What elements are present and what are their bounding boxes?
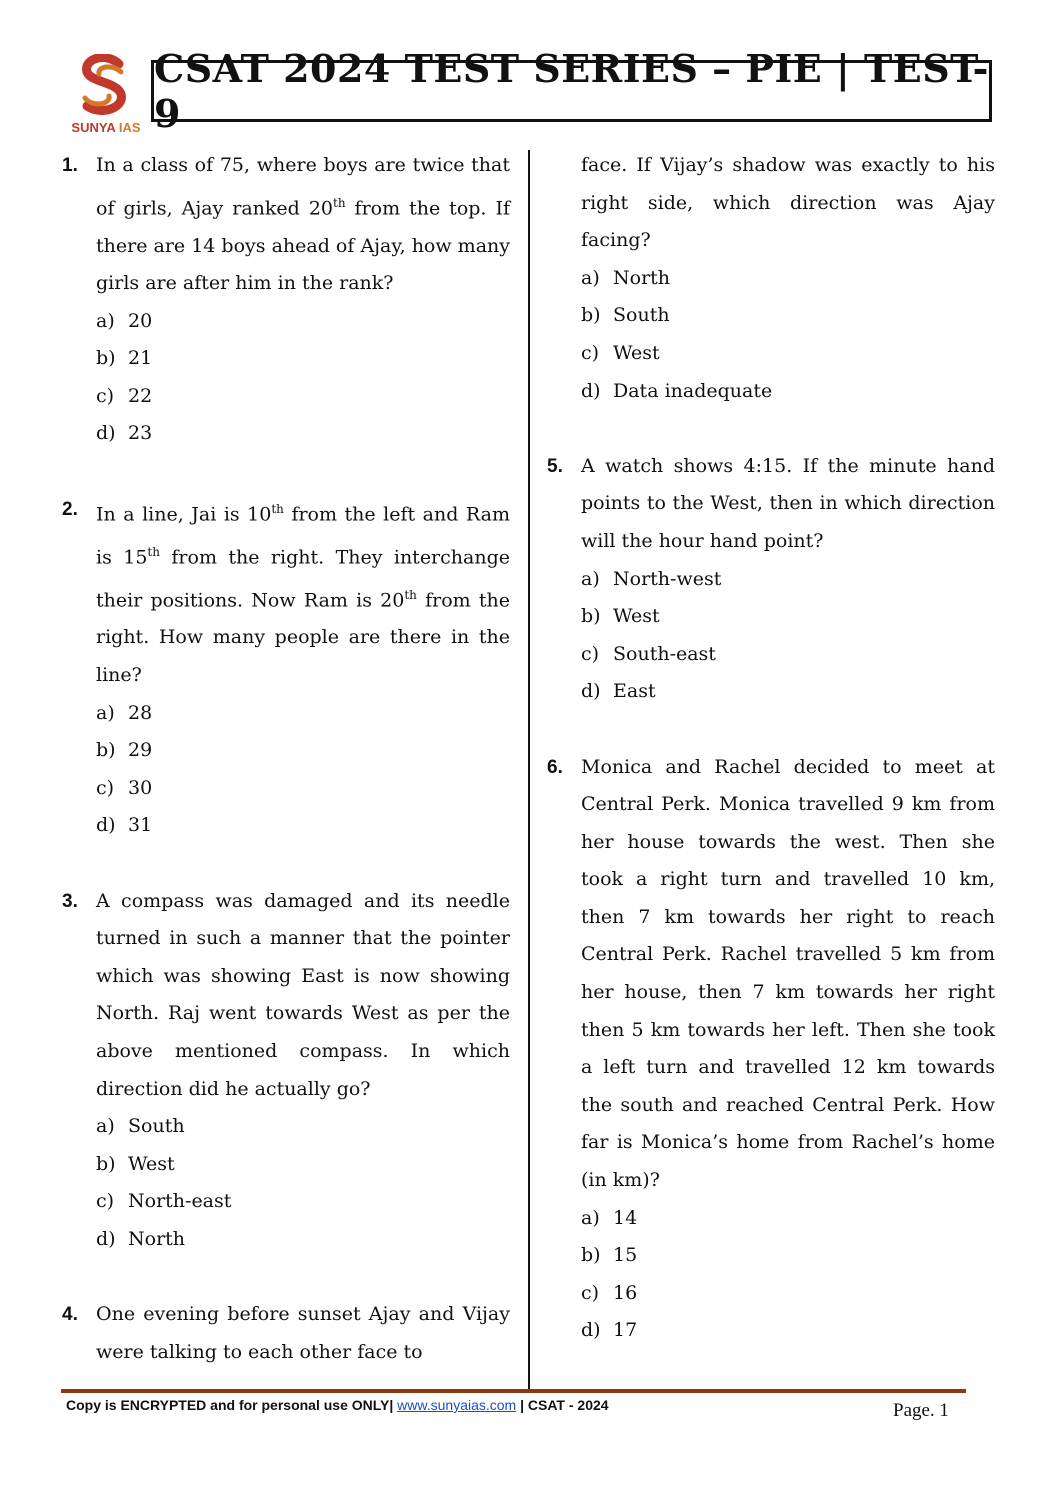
question-2: [62, 491, 510, 845]
question-number: 2.: [62, 498, 78, 520]
question-number: 5.: [547, 455, 563, 477]
options-list: [96, 1108, 510, 1258]
question-text: One evening before sunset Ajay and Vijay were talking to each other face to: [96, 1303, 510, 1363]
options-list: [581, 1200, 995, 1350]
option: b) 29: [96, 739, 153, 762]
question-text: In a class of 75, where boys are twice that of girls, Ajay ranked 20th from the top. If there are 14 boys ahead of Ajay, how many girls are after him in the rank?: [96, 154, 510, 295]
question-number: 4.: [62, 1304, 78, 1326]
logo-text-ias: IAS: [118, 120, 141, 135]
option: c) 16: [581, 1281, 638, 1304]
option: b) 21: [96, 347, 153, 370]
option: d) Data inadequate: [581, 379, 773, 402]
option: a) 20: [96, 309, 153, 332]
option: a) South: [96, 1115, 185, 1138]
option: d) 17: [581, 1319, 638, 1342]
logo-text-sunya: SUNYA: [71, 120, 116, 135]
page-title: CSAT 2024 TEST SERIES – PIE | TEST-9: [154, 46, 989, 136]
left-column: [62, 147, 510, 1371]
option: c) West: [581, 341, 660, 364]
question-number: 6.: [547, 756, 563, 778]
option: a) 28: [96, 701, 153, 724]
footer-exam-text: | CSAT - 2024: [516, 1397, 609, 1413]
title-box: [151, 46, 992, 136]
question-4-continued: [547, 147, 995, 410]
column-divider: [528, 150, 530, 1390]
option: a) 14: [581, 1206, 638, 1229]
option: a) North-west: [581, 567, 722, 590]
footer-notice: [66, 1397, 609, 1413]
footer-rule: [61, 1389, 966, 1393]
options-list: [581, 561, 995, 711]
question-6: [547, 749, 995, 1351]
option: b) South: [581, 304, 670, 327]
logo-text: [66, 120, 146, 135]
question-text: Monica and Rachel decided to meet at Central Perk. Monica travelled 9 km from her house towards the west. Then she took a right turn and travelled 10 km, then 7 km towards her right to reach Central Perk. Rachel travelled 5 km from her house, then 7 km towards her right then 5 km towards her left. Then she took a left turn and travelled 12 km towards the south and reached Central Perk. How far is Monica’s home from Rachel’s home (in km)?: [581, 755, 995, 1192]
option: b) 15: [581, 1244, 638, 1267]
question-text: In a line, Jai is 10th from the left and Ram is 15th from the right. They interchange their positions. Now Ram is 20th from the right. How many people are there in the line?: [96, 501, 511, 687]
website-link[interactable]: www.sunyaias.com: [397, 1397, 517, 1413]
option: a) North: [581, 266, 671, 289]
option: c) North-east: [96, 1190, 232, 1213]
sunya-logo: [66, 54, 142, 140]
page-number: Page. 1: [893, 1400, 949, 1421]
option: c) South-east: [581, 642, 716, 665]
option: d) East: [581, 680, 656, 703]
option: b) West: [96, 1152, 175, 1175]
question-number: 3.: [62, 890, 78, 912]
option: c) 22: [96, 384, 153, 407]
question-text: A compass was damaged and its needle turned in such a manner that the pointer which was showing East is now showing North. Raj went towards West as per the above mentioned compass. In which direction did he actually go?: [96, 889, 510, 1100]
question-3: [62, 883, 510, 1259]
s-logo-icon: [77, 54, 131, 116]
question-number: 1.: [62, 155, 78, 176]
question-1: [62, 147, 510, 453]
right-column: [547, 147, 995, 1350]
question-4-start: [62, 1296, 510, 1371]
footer-copy-text: Copy is ENCRYPTED and for personal use ONLY|: [66, 1397, 394, 1413]
option: b) West: [581, 605, 660, 628]
question-5: [547, 448, 995, 711]
option: d) North: [96, 1227, 186, 1250]
option: d) 23: [96, 422, 153, 445]
options-list: [96, 695, 510, 845]
options-list: [96, 303, 510, 453]
question-text: A watch shows 4:15. If the minute hand points to the West, then in which direction will the hour hand point?: [581, 454, 995, 552]
question-text: face. If Vijay’s shadow was exactly to his right side, which direction was Ajay facing?: [581, 154, 995, 252]
option: d) 31: [96, 814, 153, 837]
option: c) 30: [96, 776, 153, 799]
options-list: [581, 260, 995, 410]
